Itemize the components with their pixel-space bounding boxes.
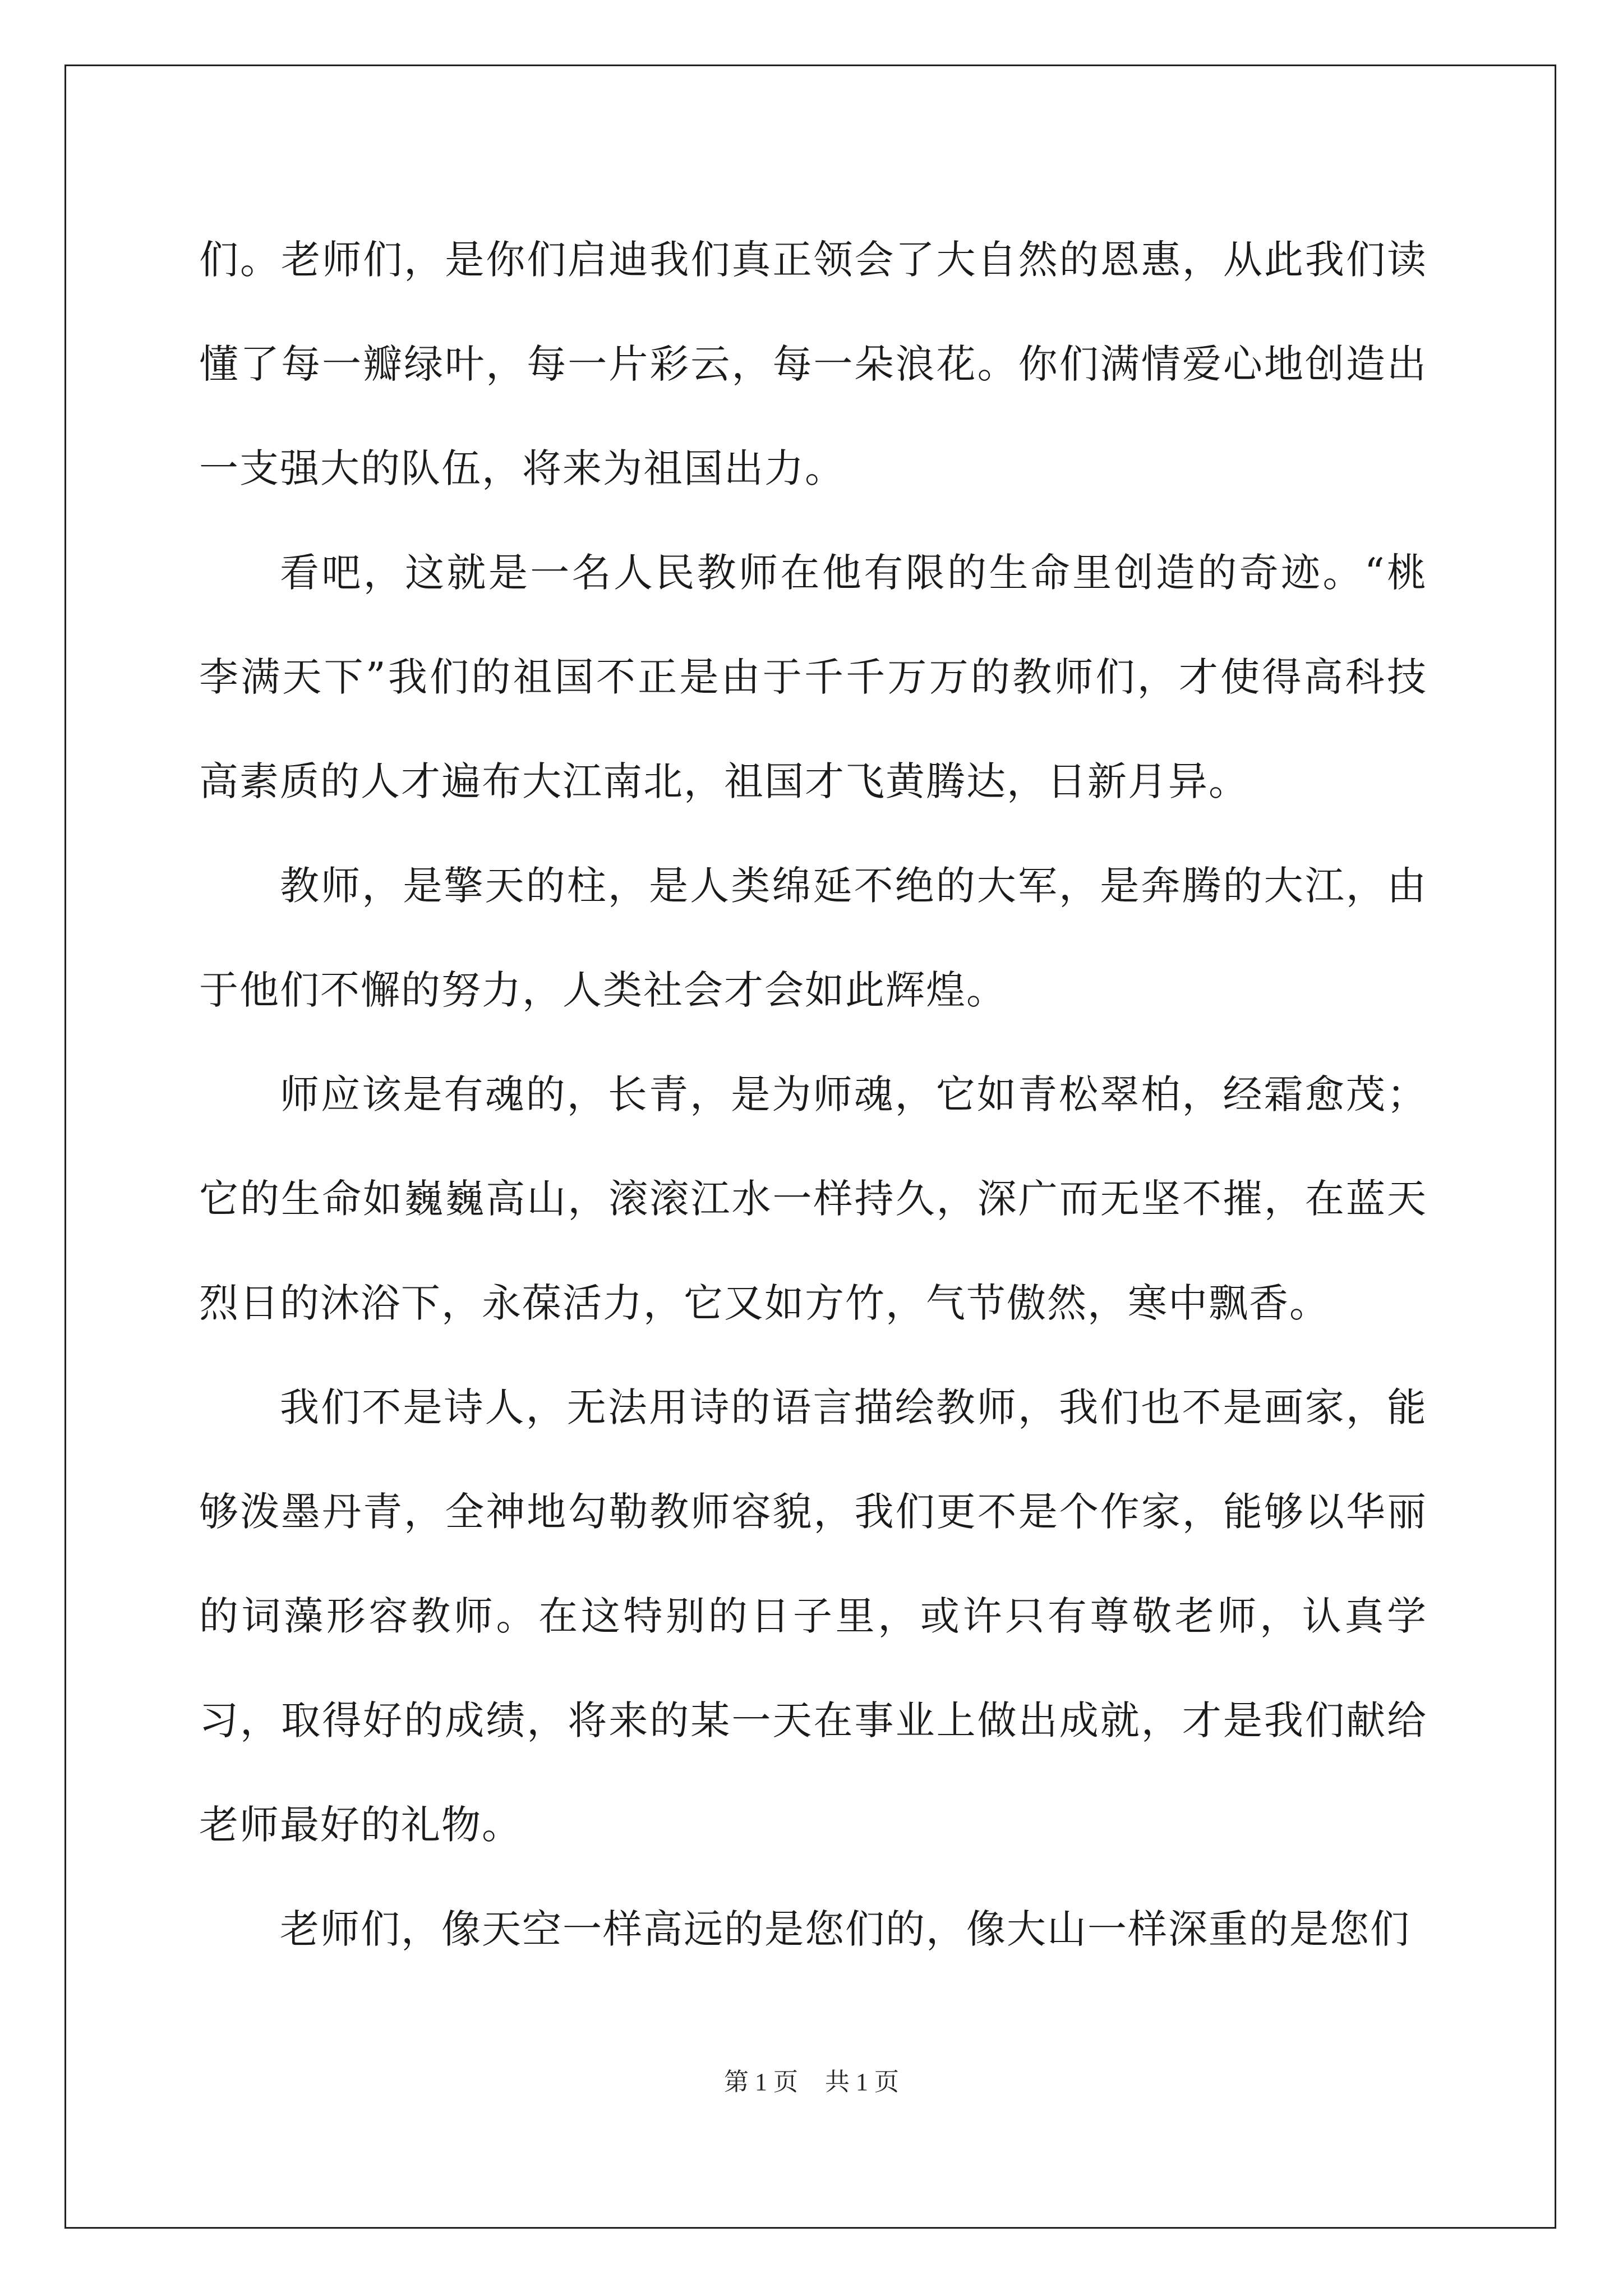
page-number: 第 1 页 [724,2068,798,2096]
paragraph-1: 们。老师们，是你们启迪我们真正领会了大自然的恩惠，从此我们读懂了每一瓣绿叶，每一片彩云，每一朵浪花。你们满情爱心地创造出一支强大的队伍，将来为祖国出力。 [199,237,1427,491]
document-body [199,208,1427,1981]
paragraph-3: 教师，是擎天的柱，是人类绵延不绝的大军，是奔腾的大江，由于他们不懈的努力，人类社会才会如此辉煌。 [199,863,1427,1013]
paragraph-6: 老师们，像天空一样高远的是您们的，像大山一样深重的是您们 [280,1906,1410,1952]
page-total: 共 1 页 [825,2068,899,2096]
paragraph-2: 看吧，这就是一名人民教师在他有限的生命里创造的奇迹。“桃李满天下”我们的祖国不正是由于千千万万的教师们，才使得高科技高素质的人才遍布大江南北，祖国才飞黄腾达，日新月异。 [199,550,1427,804]
paragraph-5: 我们不是诗人，无法用诗的语言描绘教师，我们也不是画家，能够泼墨丹青，全神地勾勒教师容貌，我们更不是个作家，能够以华丽的词藻形容教师。在这特别的日子里，或许只有尊敬老师，认真学习，取得好的成绩，将来的某一天在事业上做出成就，才是我们献给老师最好的礼物。 [199,1384,1427,1848]
paragraph-4: 师应该是有魂的，长青，是为师魂，它如青松翠柏，经霜愈茂；它的生命如巍巍高山，滚滚江水一样持久，深广而无坚不摧，在蓝天烈日的沐浴下，永葆活力，它又如方竹，气节傲然，寒中飘香。 [199,1071,1427,1326]
page-footer [0,2065,1623,2099]
